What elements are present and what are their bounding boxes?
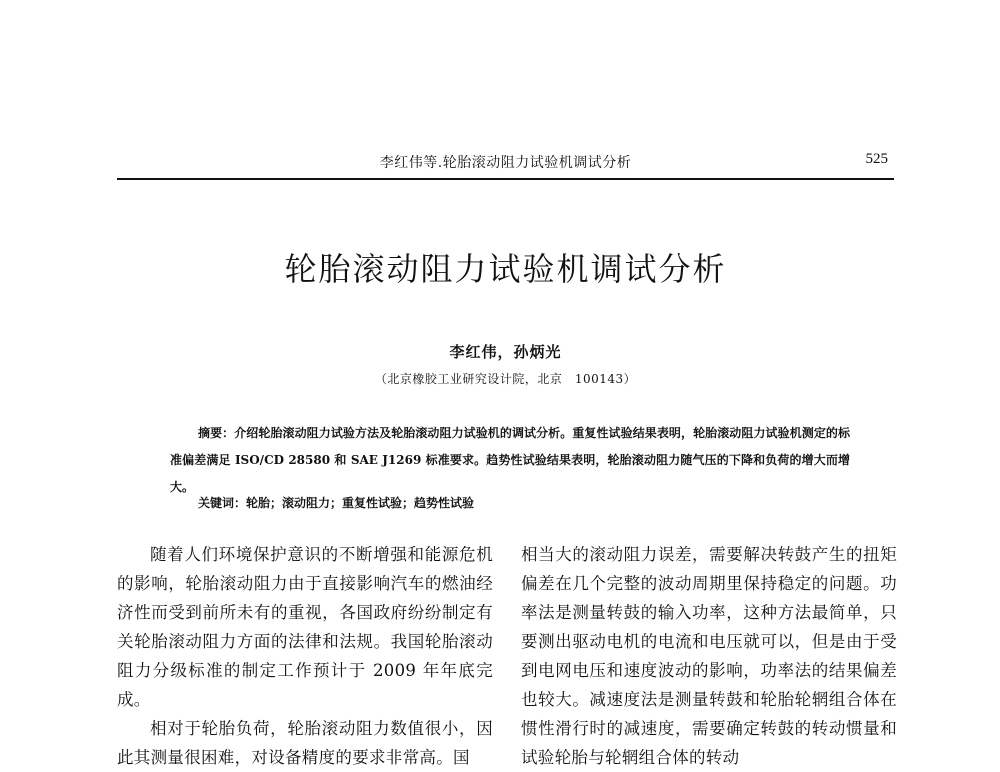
running-header: [117, 150, 894, 180]
body-paragraph: 相对于轮胎负荷，轮胎滚动阻力数值很小，因此其测量很困难，对设备精度的要求非常高。国: [117, 719, 493, 767]
body-column-left: [117, 540, 493, 772]
paper-title: 轮胎滚动阻力试验机调试分析: [284, 250, 727, 288]
abstract: 摘要：介绍轮胎滚动阻力试验方法及轮胎滚动阻力试验机的调试分析。重复性试验结果表明，轮胎滚动阻力试验机测定的标准偏差满足 ISO/CD 28580 和 SAE J1269 标准要求。趋势性试验结果表明，轮胎滚动阻力随气压的下降和负荷的增大而增大。: [170, 426, 850, 494]
authors: 李红伟，孙炳光: [449, 343, 562, 361]
page-number: 525: [865, 151, 888, 167]
body-paragraph: 相当大的滚动阻力误差，需要解决转鼓产生的扭矩偏差在几个完整的波动周期里保持稳定的问题。功率法是测量转鼓的输入功率，这种方法最简单，只要测出驱动电机的电流和电压就可以，但是由于受到电网电压和速度波动的影响，功率法的结果偏差也较大。减速度法是测量转鼓和轮胎轮辋组合体在惯性滑行时的减速度，需要确定转鼓的转动惯量和试验轮胎与轮辋组合体的转动: [521, 545, 897, 767]
affiliation: （北京橡胶工业研究设计院，北京 100143）: [374, 372, 637, 386]
running-title: 李红伟等.轮胎滚动阻力试验机调试分析: [379, 155, 632, 171]
body-paragraph: 随着人们环境保护意识的不断增强和能源危机的影响，轮胎滚动阻力由于直接影响汽车的燃油经济性而受到前所未有的重视，各国政府纷纷制定有关轮胎滚动阻力方面的法律和法规。我国轮胎滚动阻力分级标准的制定工作预计于 2009 年年底完成。: [117, 545, 493, 709]
keywords: 关键词：轮胎；滚动阻力；重复性试验；趋势性试验: [198, 496, 475, 510]
body-column-right: [521, 540, 897, 772]
